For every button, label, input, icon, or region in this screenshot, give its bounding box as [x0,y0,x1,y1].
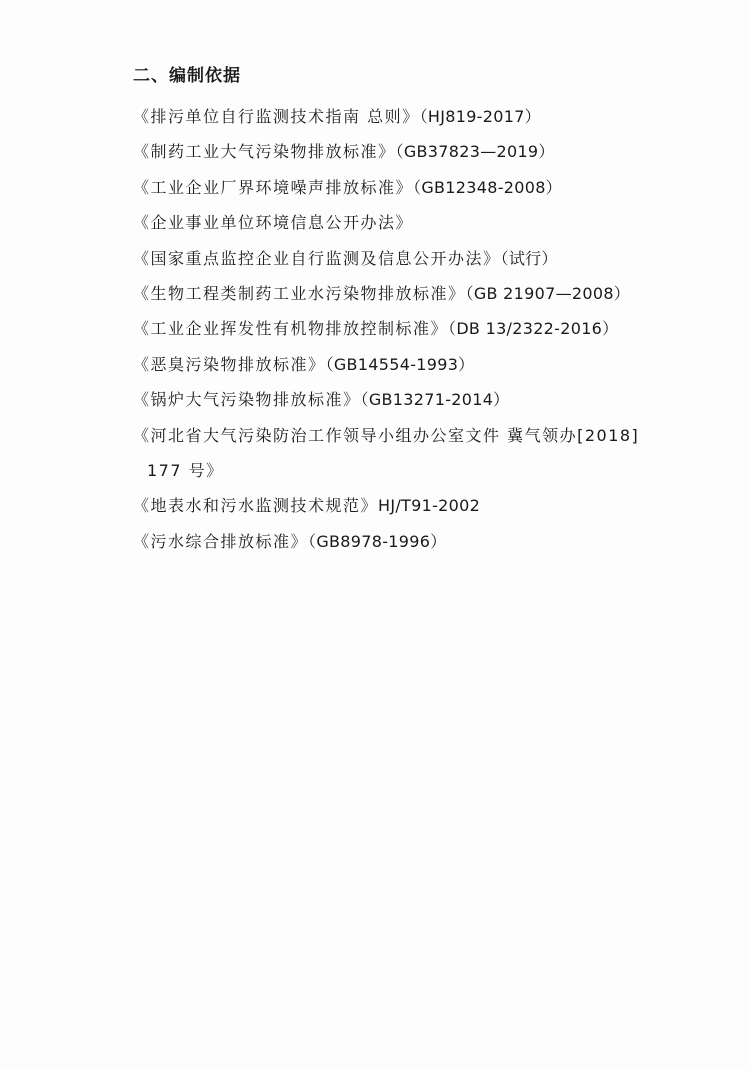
reference-code: （GB14554-1993） [325,354,475,374]
reference-title: 《地表水和污水监测技术规范》 [133,496,379,516]
reference-item [133,311,693,346]
reference-item [133,276,693,311]
reference-item [133,99,693,134]
reference-continuation: 177 号》 [147,461,224,481]
reference-code: HJ/T91-2002 [378,496,481,516]
reference-item [133,347,693,382]
reference-code: （GB 21907—2008） [465,284,631,304]
reference-title: 《排污单位自行监测技术指南 总则》 [133,107,420,126]
reference-code: （GB8978-1996） [308,531,447,551]
reference-title: 《制药工业大气污染物排放标准》 [133,142,396,162]
reference-code: （试行） [500,248,558,268]
reference-title: 《工业企业厂界环境噪声排放标准》 [133,177,414,197]
reference-code: （GB13271-2014） [360,390,510,410]
reference-item [133,418,693,489]
reference-title: 《国家重点监控企业自行监测及信息公开办法》 [133,248,501,268]
reference-title: 《生物工程类制药工业水污染物排放标准》 [133,284,466,304]
reference-item [133,382,693,417]
reference-item [133,205,693,240]
reference-title: 《工业企业挥发性有机物排放控制标准》 [133,319,449,339]
reference-list [133,99,693,559]
reference-code: （HJ819-2017） [419,107,541,126]
reference-item [133,170,693,205]
reference-item [133,488,693,523]
reference-title: 《恶臭污染物排放标准》 [133,354,326,374]
reference-item [133,241,693,276]
reference-item [133,134,693,169]
reference-title: 《锅炉大气污染物排放标准》 [133,390,361,410]
reference-title: 《河北省大气污染防治工作领导小组办公室文件 冀气领办[2018] [133,425,640,445]
reference-code: （DB 13/2322-2016） [448,319,619,339]
reference-title: 《污水综合排放标准》 [133,531,309,551]
reference-item [133,524,693,559]
reference-code: （GB12348-2008） [413,177,562,197]
section-heading: 二、编制依据 [133,66,241,86]
reference-code: （GB37823—2019） [395,142,555,162]
reference-title: 《企业事业单位环境信息公开办法》 [133,213,414,233]
